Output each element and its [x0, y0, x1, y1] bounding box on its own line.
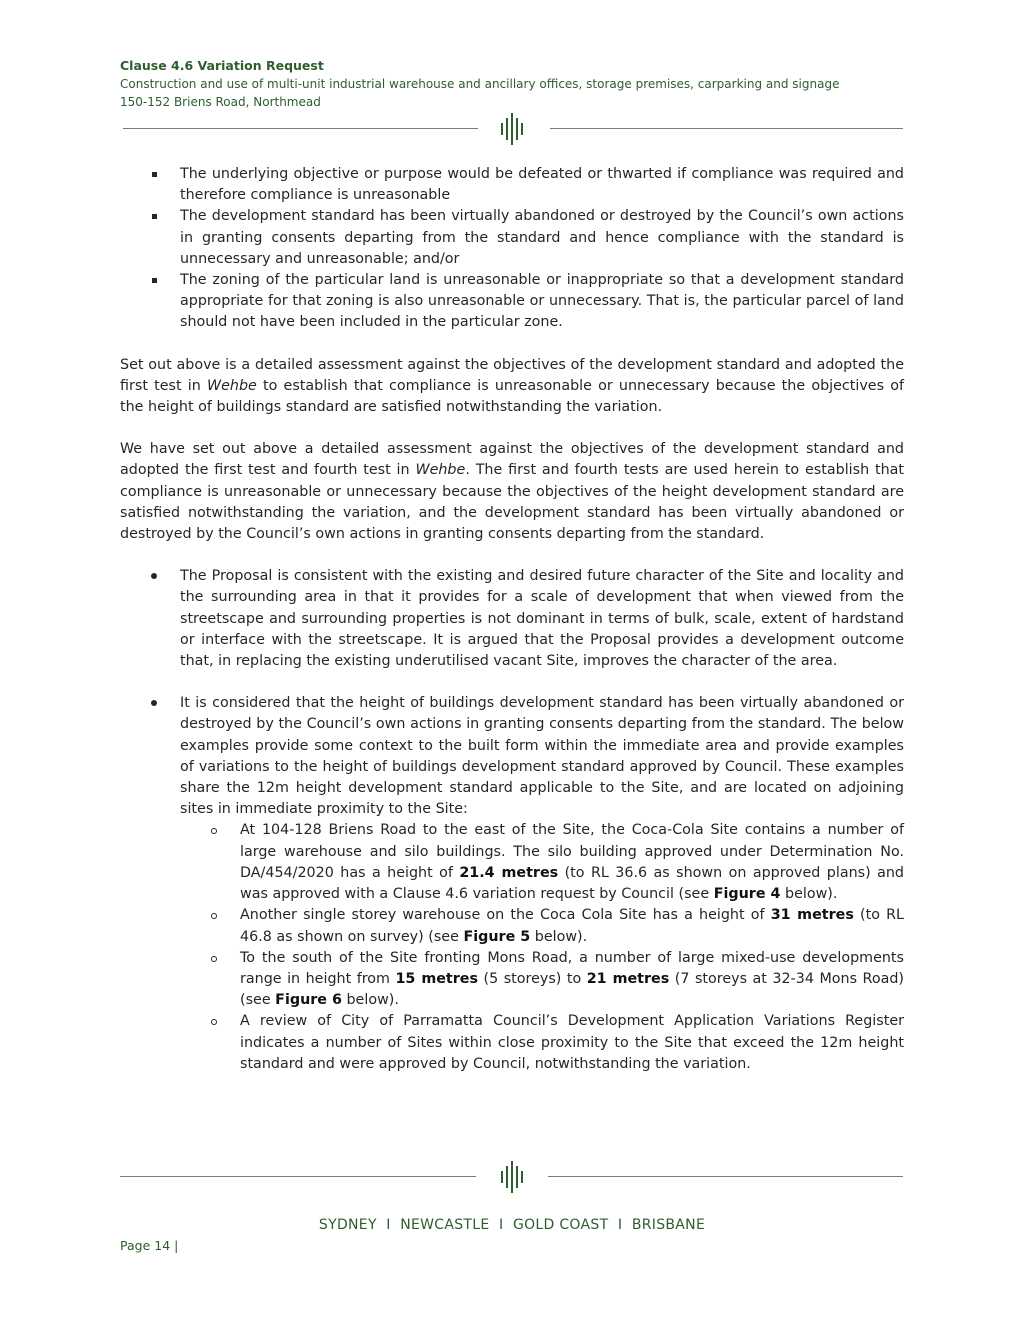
footer-rule-left: [120, 1176, 476, 1177]
page-body: [120, 164, 904, 1075]
sublist-item: At 104-128 Briens Road to the east of the Site, the Coca-Cola Site contains a number of large warehouse and silo buildings. The silo building approved under Determination No. DA/454/2020 has a height of 21.4 metres (to RL 36.6 as shown on approved plans) and was approved with a Clause 4.6 variation request by Council (see Figure 4 below).: [180, 820, 904, 905]
list-item: The zoning of the particular land is unreasonable or inappropriate so that a development standard appropriate for that zoning is also unreasonable or unnecessary. That is, the particular parcel of land should not have been included in the particular zone.: [120, 270, 904, 334]
office-locations: SYDNEY I NEWCASTLE I GOLD COAST I BRISBANE: [318, 1217, 706, 1233]
test-list: [120, 164, 904, 334]
header-rule-right: [550, 128, 903, 129]
example-sublist: [180, 820, 904, 1074]
company-logo-icon: [500, 1161, 524, 1193]
tests-paragraph: We have set out above a detailed assessment against the objectives of the development standard and adopted the first test and fourth test in Wehbe. The first and fourth tests are used herein to establish that compliance is unreasonable or unnecessary because the objectives of the height development standard are satisfied notwithstanding the variation, and the development standard has been virtually abandoned or destroyed by the Council’s own actions in granting consents departing from the standard.: [120, 441, 905, 543]
justification-list: [120, 566, 904, 672]
page-number: Page 14 |: [120, 1238, 179, 1253]
footer-rule-right: [548, 1176, 903, 1177]
page-header: [120, 57, 904, 111]
assessment-paragraph: Set out above is a detailed assessment against the objectives of the development standard and adopted the first test in Wehbe to establish that compliance is unreasonable or unnecessary because the objectives of the height of buildings standard are satisfied notwithstanding the variation.: [120, 356, 905, 416]
sublist-item: Another single storey warehouse on the Coca Cola Site has a height of 31 metres (to RL 46.8 as shown on survey) (see Figure 5 below).: [180, 905, 904, 947]
document-title: Clause 4.6 Variation Request: [120, 58, 324, 73]
sublist-item: A review of City of Parramatta Council’s Development Application Variations Register indicates a number of Sites within close proximity to the Site that exceed the 12m height standard and were approved by Council, notwithstanding the variation.: [180, 1011, 904, 1075]
document-subtitle: Construction and use of multi-unit industrial warehouse and ancillary offices, storage premises, carparking and signage: [120, 77, 840, 91]
company-logo-icon: [500, 113, 524, 145]
header-rule-left: [123, 128, 478, 129]
list-item: The development standard has been virtually abandoned or destroyed by the Council’s own actions in granting consents departing from the standard and hence compliance with the standard is unnecessary and unreasonable; and/or: [120, 206, 904, 270]
list-item: It is considered that the height of buildings development standard has been virtually abandoned or destroyed by the Council’s own actions in granting consents departing from the standard. The below examples provide some context to the built form within the immediate area and provide examples of variations to the height of buildings development standard approved by Council. These examples share the 12m height development standard applicable to the Site, and are located on adjoining sites in immediate proximity to the Site: At 104-128 Briens Road to the east of the Site, the Coca-Cola Site contains a number of large warehouse and silo buildings. The silo building approved under Determination No. DA/454/2020 has a height of 21.4 metres (to RL 36.6 as shown on approved plans) and was approved with a Clause 4.6 variation request by Council (see Figure 4 below). Another single storey warehouse on the Coca Cola Site has a height of 31 metres (to RL 46.8 as shown on survey) (see Figure 5 below). To the south of the Site fronting Mons Road, a number of large mixed-use developments range in height from 15 metres (5 storeys) to 21 metres (7 storeys at 32-34 Mons Road) (see Figure 6 below). A review of City of Parramatta Council’s Development Application Variations Register indicates a number of Sites within close proximity to the Site that exceed the 12m height standard and were approved by Council, notwithstanding the variation.: [120, 693, 904, 1075]
site-address: 150-152 Briens Road, Northmead: [120, 95, 321, 109]
list-item: The underlying objective or purpose would be defeated or thwarted if compliance was required and therefore compliance is unreasonable: [120, 164, 904, 206]
abandonment-list: [120, 693, 904, 1075]
sublist-item: To the south of the Site fronting Mons Road, a number of large mixed-use developments range in height from 15 metres (5 storeys) to 21 metres (7 storeys at 32-34 Mons Road) (see Figure 6 below).: [180, 948, 904, 1012]
list-item: The Proposal is consistent with the existing and desired future character of the Site and locality and the surrounding area in that it provides for a scale of development that when viewed from the streetscape and surrounding properties is not dominant in terms of bulk, scale, extent of hardstand or interface with the streetscape. It is argued that the Proposal provides a development outcome that, in replacing the existing underutilised vacant Site, improves the character of the area.: [120, 566, 904, 672]
